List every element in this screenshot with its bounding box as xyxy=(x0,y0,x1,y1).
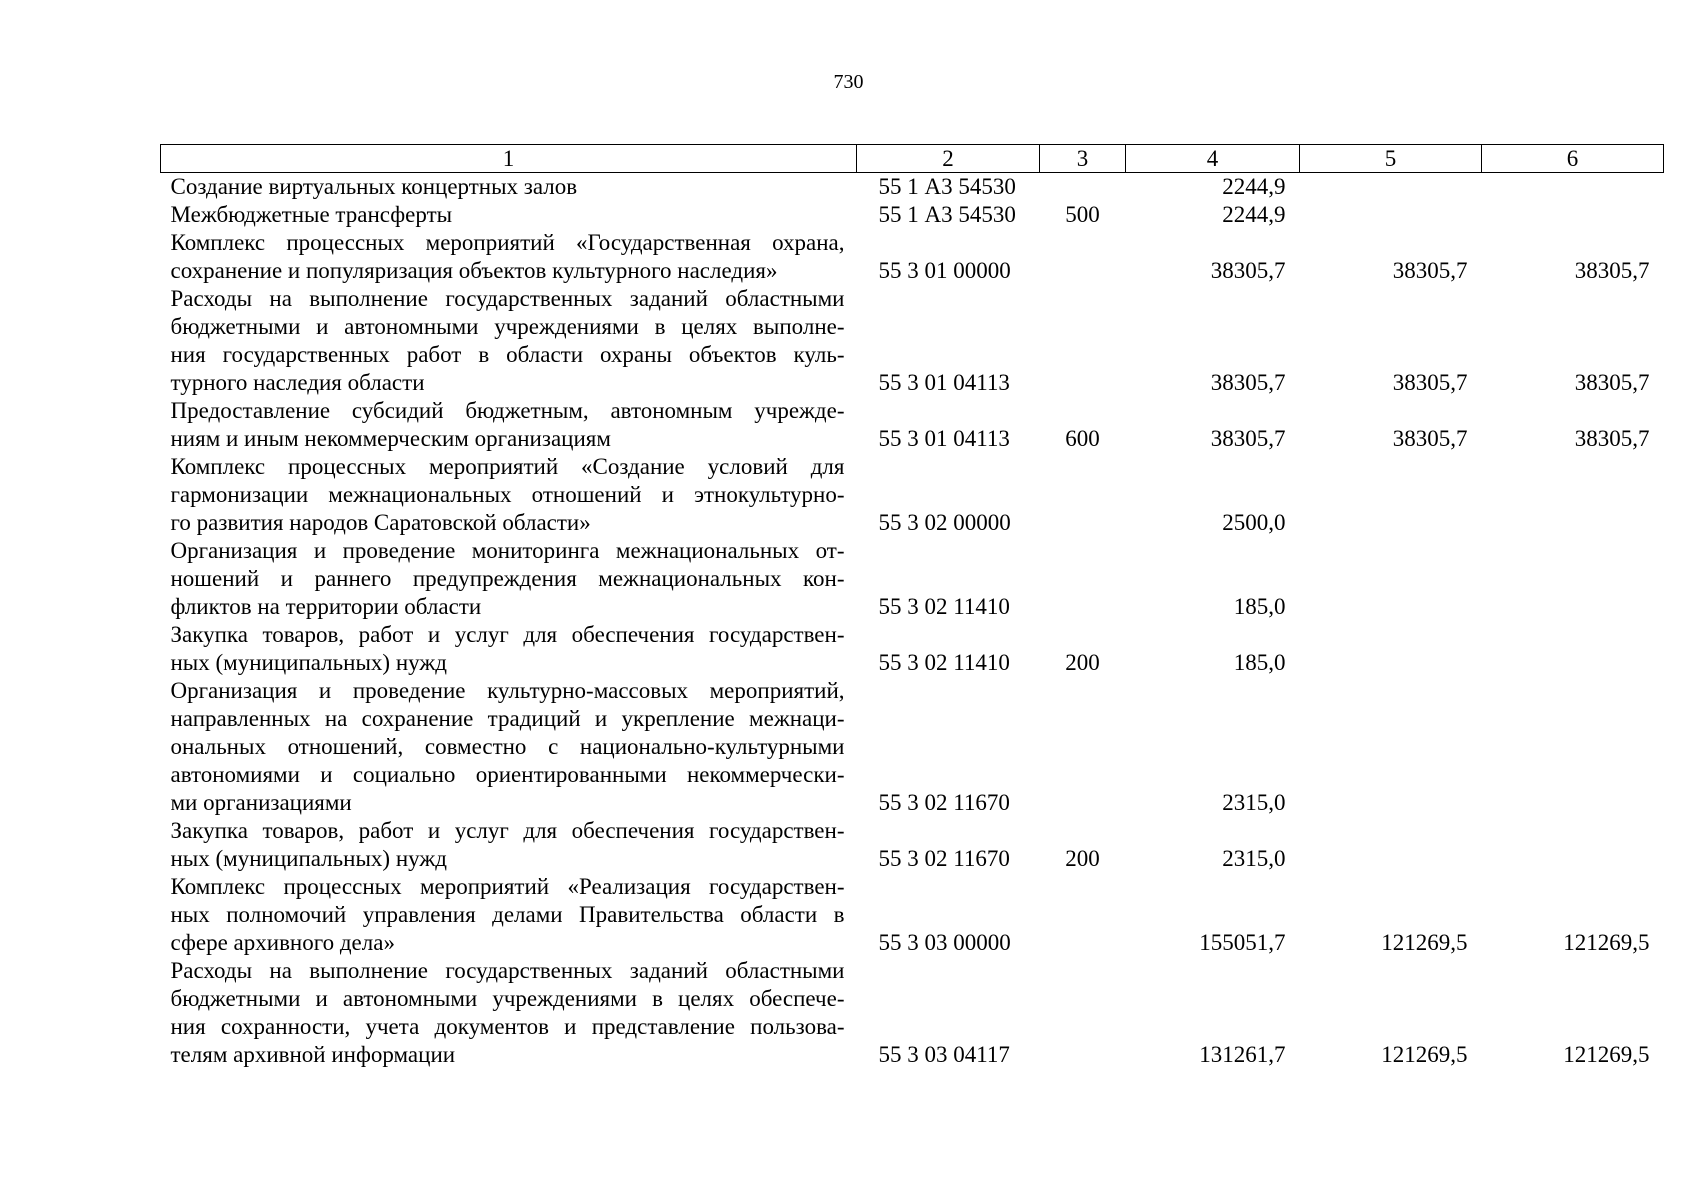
row-value-col4: 2244,9 xyxy=(1222,202,1286,227)
table-row xyxy=(161,537,1664,621)
row-name-line: ональных отношений, совместно с национально-культурными xyxy=(170,734,845,759)
table-row xyxy=(161,621,1664,677)
row-value-col5 xyxy=(1300,817,1482,873)
row-name-line: Предоставление субсидий бюджетным, автономным учрежде- xyxy=(170,398,845,423)
row-expense-type-cell xyxy=(1040,285,1126,397)
row-value-col4: 131261,7 xyxy=(1199,1042,1286,1067)
row-name-line: Расходы на выполнение государственных заданий областными xyxy=(170,286,845,311)
row-expense-type-cell: 200 xyxy=(1065,846,1100,871)
row-value-col6: 38305,7 xyxy=(1574,426,1650,451)
row-name-line: направленных на сохранение традиций и укрепление межнаци- xyxy=(170,706,845,731)
header-col-5: 5 xyxy=(1300,145,1482,173)
row-code-cell: 55 3 02 11670 xyxy=(878,846,1010,871)
row-name-cell xyxy=(161,453,857,537)
row-name-line: сфере архивного дела» xyxy=(170,930,395,955)
table-body xyxy=(161,173,1664,1070)
row-code-cell: 55 3 01 04113 xyxy=(878,426,1010,451)
header-col-2: 2 xyxy=(857,145,1040,173)
row-value-col6: 38305,7 xyxy=(1574,258,1650,283)
row-value-col4: 2244,9 xyxy=(1222,174,1286,199)
row-expense-type-cell: 500 xyxy=(1065,202,1100,227)
row-value-col6 xyxy=(1482,677,1664,817)
row-name-line: Расходы на выполнение государственных заданий областными xyxy=(170,958,845,983)
row-value-col6 xyxy=(1482,621,1664,677)
header-col-6: 6 xyxy=(1482,145,1664,173)
row-name-line: ных (муниципальных) нужд xyxy=(170,650,447,675)
row-expense-type-cell: 600 xyxy=(1065,426,1100,451)
row-name-line: ми организациями xyxy=(170,790,352,815)
row-value-col5: 38305,7 xyxy=(1392,426,1468,451)
header-col-4: 4 xyxy=(1126,145,1300,173)
row-name-cell xyxy=(161,397,857,453)
table-header xyxy=(161,145,1664,173)
table-row xyxy=(161,677,1664,817)
row-value-col4: 185,0 xyxy=(1233,650,1286,675)
page-number: 730 xyxy=(833,71,864,93)
row-expense-type-cell xyxy=(1040,677,1126,817)
row-name-line: Комплекс процессных мероприятий «Создание условий для xyxy=(170,454,845,479)
row-value-col4: 2315,0 xyxy=(1222,790,1286,815)
row-code-cell: 55 3 02 00000 xyxy=(878,510,1011,535)
row-name-line: сохранение и популяризация объектов культурного наследия» xyxy=(170,258,778,283)
row-name-line: Закупка товаров, работ и услуг для обеспечения государствен- xyxy=(170,818,845,843)
header-col-3: 3 xyxy=(1040,145,1126,173)
table-row xyxy=(161,873,1664,957)
row-value-col6: 121269,5 xyxy=(1563,1042,1650,1067)
row-code-cell: 55 3 03 04117 xyxy=(878,1042,1010,1067)
row-value-col4: 185,0 xyxy=(1233,594,1286,619)
row-name-line: бюджетными и автономными учреждениями в целях обеспече- xyxy=(170,986,845,1011)
row-name-cell xyxy=(161,621,857,677)
table-row xyxy=(161,285,1664,397)
row-name-line: турного наследия области xyxy=(170,370,425,395)
row-code-cell: 55 3 01 04113 xyxy=(878,370,1010,395)
row-code-cell: 55 3 02 11670 xyxy=(878,790,1010,815)
row-name-cell xyxy=(161,817,857,873)
row-value-col4: 2315,0 xyxy=(1222,846,1286,871)
row-value-col4: 155051,7 xyxy=(1199,930,1286,955)
row-value-col6: 121269,5 xyxy=(1563,930,1650,955)
table-row xyxy=(161,397,1664,453)
row-name-line: ношений и раннего предупреждения межнациональных кон- xyxy=(170,566,845,591)
table-row xyxy=(161,173,1664,202)
row-value-col6: 38305,7 xyxy=(1574,370,1650,395)
row-name-line: гармонизации межнациональных отношений и этнокультурно- xyxy=(170,482,845,507)
row-name-line: Комплекс процессных мероприятий «Государственная охрана, xyxy=(170,230,845,255)
row-value-col5: 38305,7 xyxy=(1392,258,1468,283)
row-code-cell: 55 3 02 11410 xyxy=(878,594,1010,619)
row-name-line: ных (муниципальных) нужд xyxy=(170,846,447,871)
row-value-col5: 38305,7 xyxy=(1392,370,1468,395)
row-name-cell xyxy=(161,173,857,202)
row-value-col5 xyxy=(1300,537,1482,621)
table-row xyxy=(161,817,1664,873)
row-value-col5: 121269,5 xyxy=(1381,930,1468,955)
row-code-cell: 55 1 А3 54530 xyxy=(878,174,1016,199)
row-code-cell: 55 3 03 00000 xyxy=(878,930,1011,955)
row-expense-type-cell: 200 xyxy=(1065,650,1100,675)
table-row xyxy=(161,957,1664,1069)
row-name-line: фликтов на территории области xyxy=(170,594,482,619)
row-value-col6 xyxy=(1482,201,1664,229)
row-name-line: телям архивной информации xyxy=(170,1042,456,1067)
row-name-cell xyxy=(161,201,857,229)
table-row xyxy=(161,201,1664,229)
row-value-col5 xyxy=(1300,677,1482,817)
row-name-cell xyxy=(161,957,857,1069)
row-name-cell xyxy=(161,537,857,621)
row-name-line: Межбюджетные трансферты xyxy=(170,202,453,227)
row-name-cell xyxy=(161,229,857,285)
row-code-cell: 55 3 02 11410 xyxy=(878,650,1010,675)
budget-table xyxy=(160,144,1664,1069)
row-value-col6 xyxy=(1482,173,1664,202)
row-value-col5 xyxy=(1300,621,1482,677)
row-value-col4: 38305,7 xyxy=(1210,258,1286,283)
row-expense-type-cell xyxy=(1040,537,1126,621)
row-expense-type-cell xyxy=(1040,873,1126,957)
row-value-col4: 38305,7 xyxy=(1210,426,1286,451)
row-value-col4: 38305,7 xyxy=(1210,370,1286,395)
row-value-col5 xyxy=(1300,453,1482,537)
row-expense-type-cell xyxy=(1040,957,1126,1069)
row-value-col4: 2500,0 xyxy=(1222,510,1286,535)
table-row xyxy=(161,229,1664,285)
row-name-line: Закупка товаров, работ и услуг для обеспечения государствен- xyxy=(170,622,845,647)
row-name-line: Организация и проведение мониторинга межнациональных от- xyxy=(170,538,845,563)
row-name-line: ных полномочий управления делами Правительства области в xyxy=(170,902,845,927)
row-name-line: бюджетными и автономными учреждениями в целях выполне- xyxy=(170,314,845,339)
row-name-line: Организация и проведение культурно-массовых мероприятий, xyxy=(170,678,845,703)
row-code-cell: 55 1 А3 54530 xyxy=(878,202,1016,227)
row-name-line: Комплекс процессных мероприятий «Реализация государствен- xyxy=(170,874,845,899)
row-name-line: ния государственных работ в области охраны объектов куль- xyxy=(170,342,845,367)
row-name-line: ниям и иным некоммерческим организациям xyxy=(170,426,611,451)
row-name-cell xyxy=(161,677,857,817)
row-expense-type-cell xyxy=(1040,453,1126,537)
row-value-col6 xyxy=(1482,453,1664,537)
row-name-line: го развития народов Саратовской области» xyxy=(170,510,591,535)
row-value-col5 xyxy=(1300,201,1482,229)
row-value-col5 xyxy=(1300,173,1482,202)
row-name-line: ния сохранности, учета документов и представление пользова- xyxy=(170,1014,845,1039)
row-name-cell xyxy=(161,285,857,397)
row-name-line: автономиями и социально ориентированными некоммерчески- xyxy=(170,762,845,787)
row-name-cell xyxy=(161,873,857,957)
header-col-1: 1 xyxy=(161,145,857,173)
row-expense-type-cell xyxy=(1040,229,1126,285)
row-value-col5: 121269,5 xyxy=(1381,1042,1468,1067)
row-code-cell: 55 3 01 00000 xyxy=(878,258,1011,283)
header-row xyxy=(161,145,1664,173)
row-value-col6 xyxy=(1482,537,1664,621)
row-value-col6 xyxy=(1482,817,1664,873)
table-row xyxy=(161,453,1664,537)
row-expense-type-cell xyxy=(1040,173,1126,202)
row-name-line: Создание виртуальных концертных залов xyxy=(170,174,578,199)
